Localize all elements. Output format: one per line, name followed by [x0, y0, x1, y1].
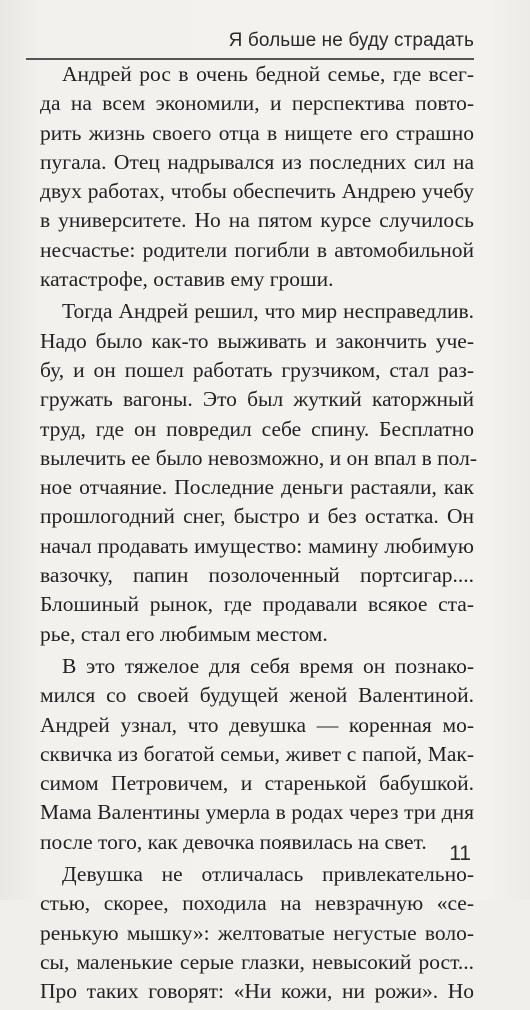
running-header: Я больше не буду страдать	[228, 30, 474, 51]
text-line: вылечить ее было невозможно, и он впал в пол-	[40, 445, 477, 470]
text-line: стью, скорее, походила на невзрачную «се-	[40, 891, 474, 916]
text-line: труд, где он повредил себе спину. Бесплатно	[40, 416, 474, 441]
text-line: Андрей узнал, что девушка — коренная мо-	[40, 712, 474, 737]
paragraph	[40, 297, 477, 649]
text-line: ренькую мышку»: желтоватые негустые воло-	[40, 920, 474, 945]
text-line: мился со своей будущей женой Валентиной.	[40, 683, 474, 708]
text-line: рить жизнь своего отца в нищете его страшно	[40, 120, 474, 145]
page-number: 11	[449, 842, 471, 865]
text-line: после того, как девочка появилась на свет.	[40, 829, 427, 854]
paragraph	[40, 60, 474, 294]
body-text	[40, 60, 477, 1010]
text-line: катастрофе, оставив ему гроши.	[40, 267, 334, 292]
text-line: начал продавать имущество: мамину любимую	[40, 533, 474, 558]
text-line: В это тяжелое для себя время он познако-	[62, 653, 474, 678]
text-line: Андрей рос в очень бедной семье, где всег-	[62, 62, 474, 86]
text-line: сквичка из богатой семьи, живет с папой, Мак-	[40, 741, 474, 766]
text-line: в университете. Но на пятом курсе случилось	[40, 208, 474, 233]
text-line: гружать вагоны. Это был жуткий каторжный	[40, 387, 474, 412]
text-line: Девушка не отличалась привлекательно-	[62, 862, 474, 887]
text-line: рье, стал его любимым местом.	[40, 621, 328, 646]
text-line: Блошиный рынок, где продавали всякое ста-	[40, 592, 474, 617]
text-line: Мама Валентины умерла в родах через три дня	[40, 800, 474, 825]
text-line: да на всем экономили, и перспектива повто-	[40, 91, 474, 116]
paragraph	[40, 860, 474, 1006]
text-line: несчастье: родители погибли в автомобильной	[40, 237, 474, 262]
text-line: Надо было как-то выживать и закончить уче-	[40, 328, 474, 353]
text-line: Про таких говорят: «Ни кожи, ни рожи». Но	[40, 979, 474, 1004]
text-line: симом Петровичем, и старенькой бабушкой.	[40, 771, 474, 796]
paragraph	[40, 652, 474, 857]
text-line: бу, и он пошел работать грузчиком, стал раз-	[40, 357, 474, 382]
text-line: ное отчаяние. Последние деньги растаяли, как	[40, 475, 474, 500]
text-line: прошлогодний снег, быстро и без остатка. Он	[40, 504, 474, 529]
text-line: двух работах, чтобы обеспечить Андрею учебу	[40, 179, 474, 204]
text-line: пугала. Отец надрывался из последних сил на	[40, 149, 474, 174]
text-line: сы, маленькие серые глазки, невысокий рост...	[40, 949, 474, 974]
text-line: Тогда Андрей решил, что мир несправедлив.	[62, 299, 474, 324]
text-line: вазочку, папин позолоченный портсигар....	[40, 563, 474, 588]
